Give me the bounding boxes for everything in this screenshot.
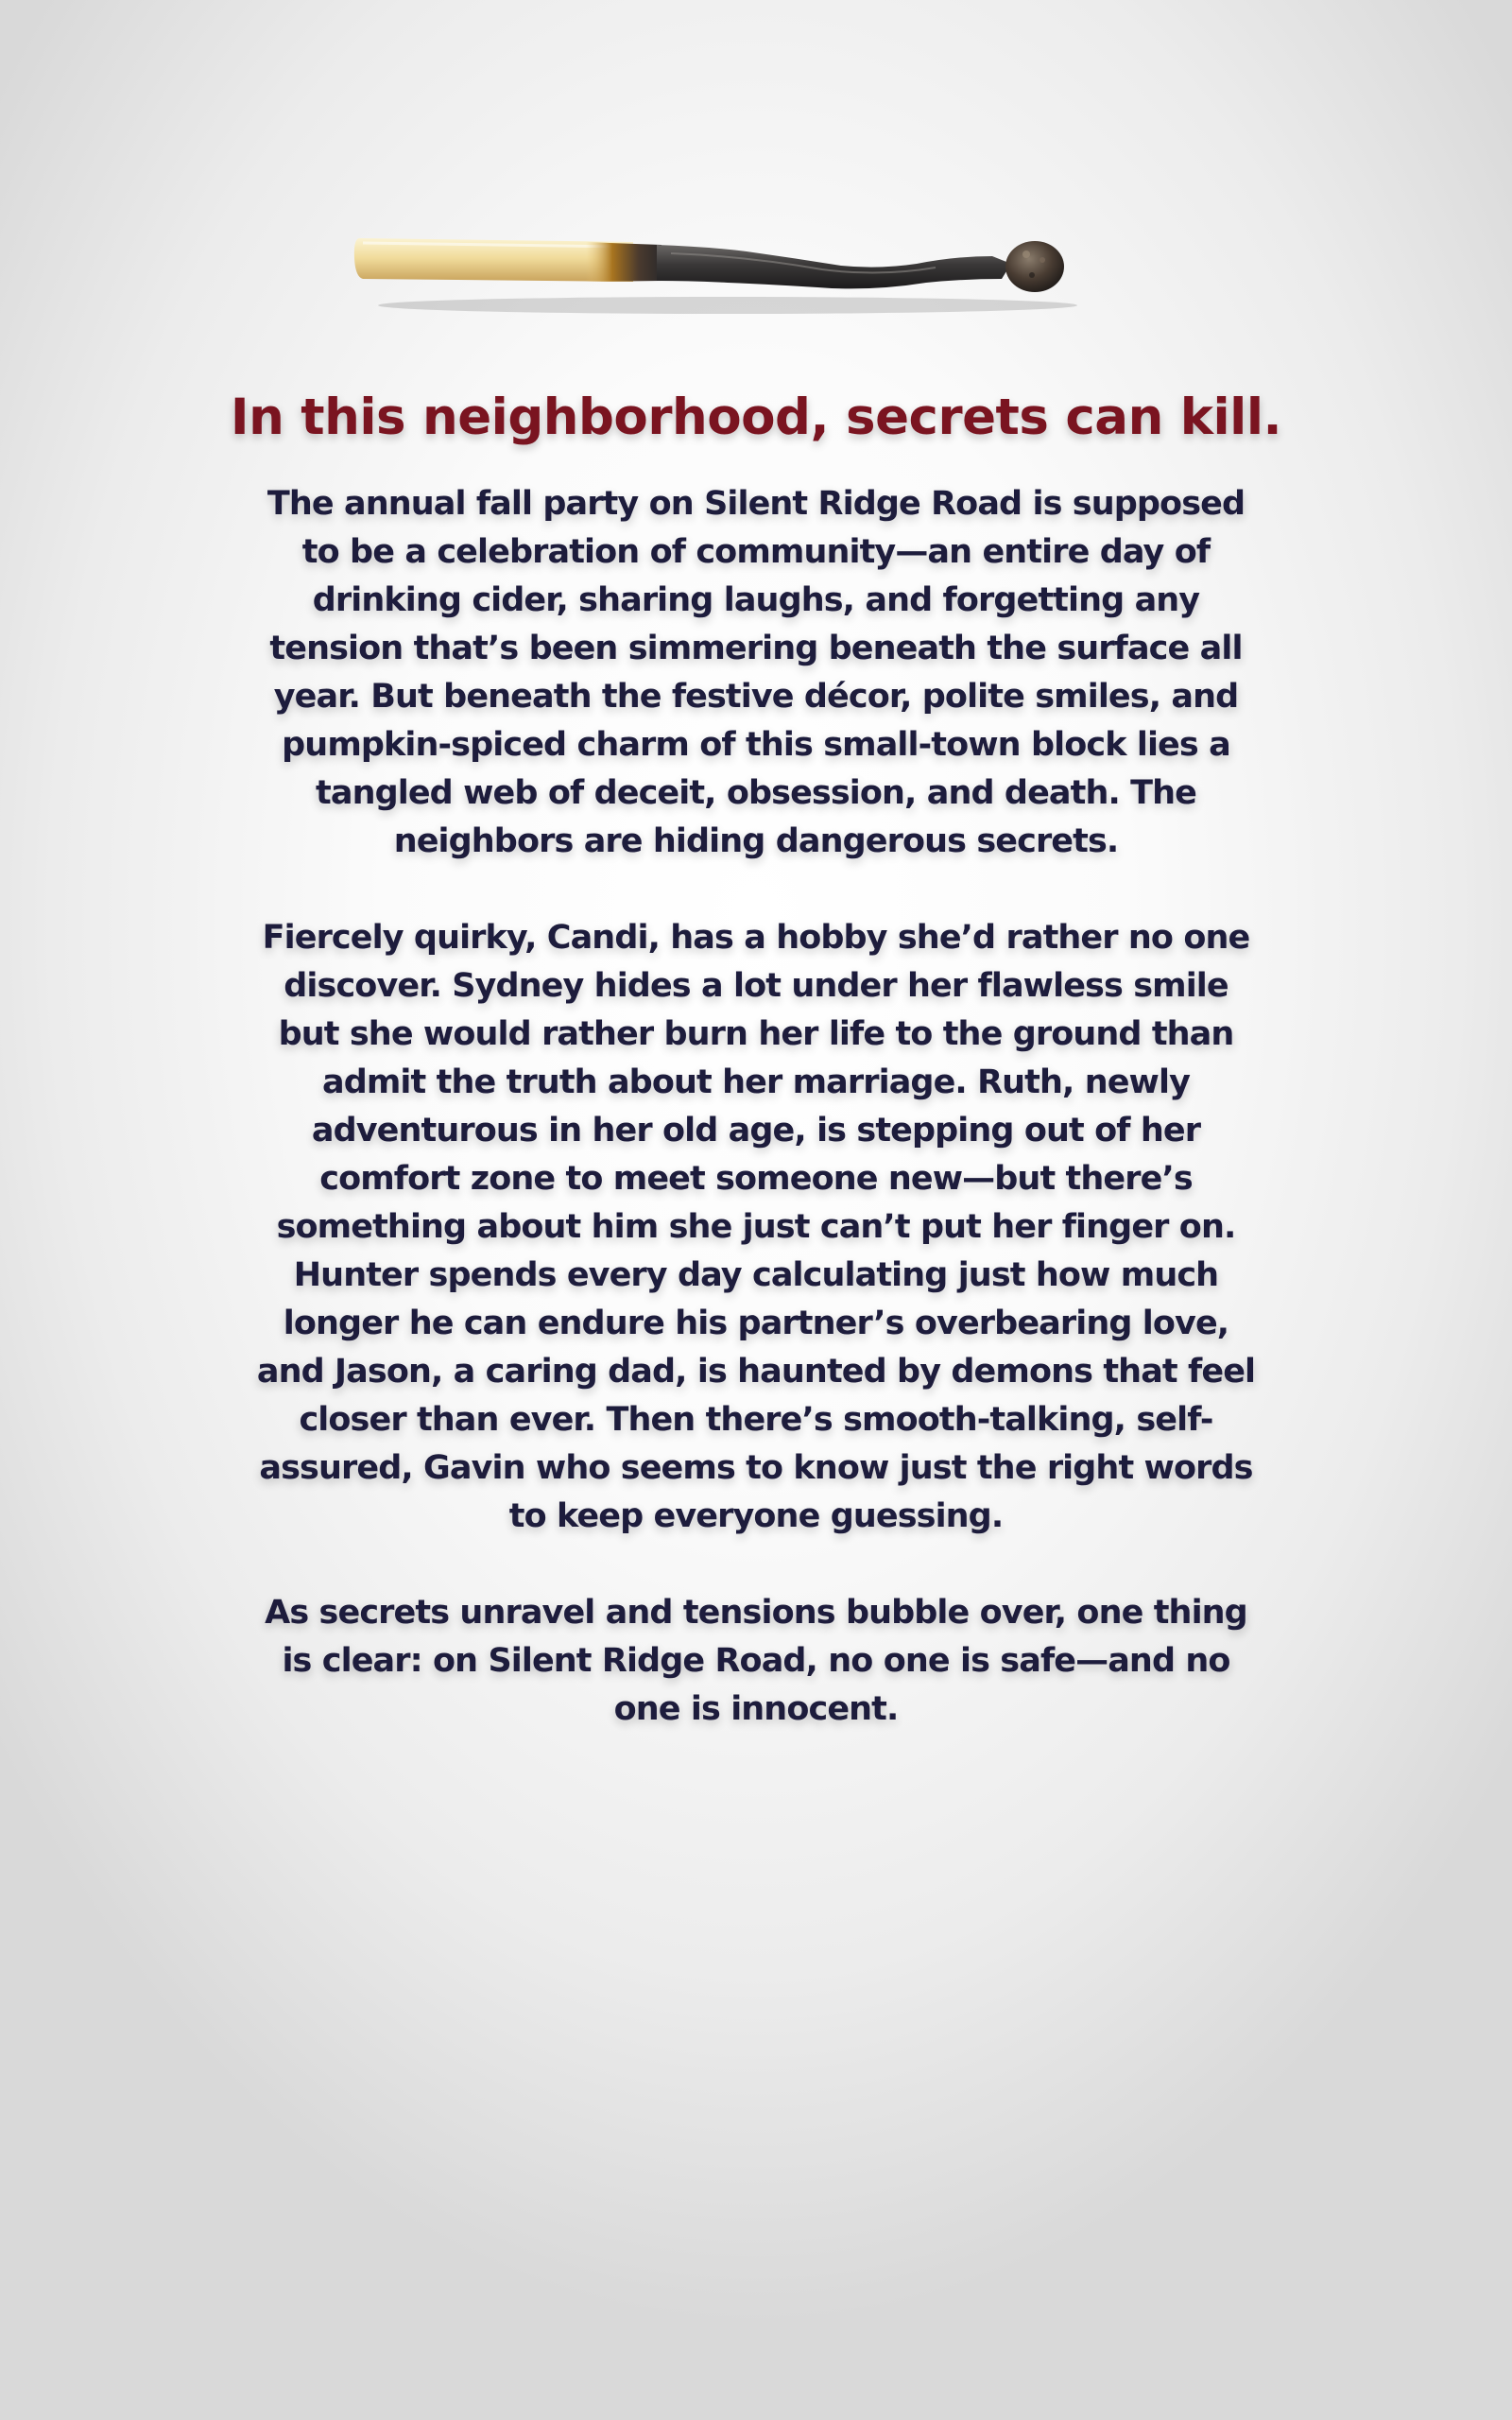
synopsis-paragraph-3: As secrets unravel and tensions bubble over, one thing is clear: on Silent Ridge Road, no one is safe—and no one is innocent.: [265, 1594, 1247, 1728]
synopsis: [255, 480, 1257, 1734]
synopsis-paragraph-2: Fiercely quirky, Candi, has a hobby she’d rather no one discover. Sydney hides a lot under her flawless smile but she would rather burn her life to the ground than admit the truth about her marriage. Ruth, newly adventurous in her old age, is stepping out of her comfort zone to meet someone new—but there’s something about him she just can’t put her finger on. Hunter spends every day calculating just how much longer he can endure his partner’s overbearing love, and Jason, a caring dad, is haunted by demons that feel closer than ever. Then there’s smooth-talking, self-assured, Gavin who seems to know just the right words to keep everyone guessing.: [256, 919, 1256, 1535]
headline: In this neighborhood, secrets can kill.: [230, 389, 1282, 446]
synopsis-paragraph-1: The annual fall party on Silent Ridge Road is supposed to be a celebration of community—an entire day of drinking cider, sharing laughs, and forgetting any tension that’s been simmering beneath the surface all year. But beneath the festive décor, polite smiles, and pumpkin-spiced charm of this small-town block lies a tangled web of deceit, obsession, and death. The neighbors are hiding dangerous secrets.: [266, 485, 1246, 860]
burnt-match-icon: [350, 222, 1087, 326]
